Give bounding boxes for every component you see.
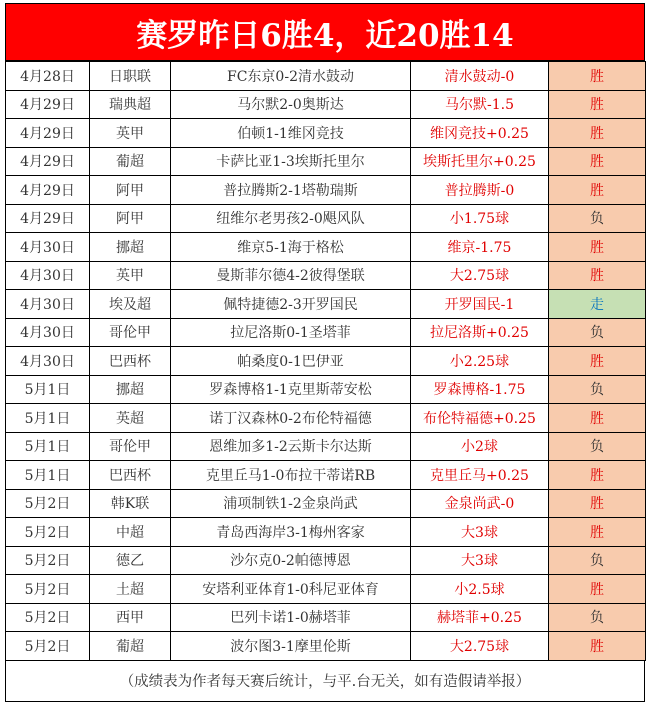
league-cell: 韩K联	[90, 489, 171, 518]
tip-cell: 维冈竞技+0.25	[411, 119, 549, 148]
table-row	[6, 404, 646, 433]
league-cell: 阿甲	[90, 176, 171, 205]
result-cell: 负	[549, 432, 646, 461]
date-cell: 4月29日	[6, 119, 90, 148]
match-cell: 纽维尔老男孩2-0飓风队	[171, 204, 411, 233]
result-cell: 胜	[549, 176, 646, 205]
league-cell: 葡超	[90, 147, 171, 176]
tip-cell: 小2.25球	[411, 347, 549, 376]
result-cell: 胜	[549, 575, 646, 604]
match-cell: 浦项制铁1-2金泉尚武	[171, 489, 411, 518]
result-cell: 负	[549, 375, 646, 404]
match-cell: 恩维加多1-2云斯卡尔达斯	[171, 432, 411, 461]
tip-cell: 马尔默-1.5	[411, 90, 549, 119]
league-cell: 埃及超	[90, 290, 171, 319]
date-cell: 5月2日	[6, 546, 90, 575]
tip-cell: 小2.5球	[411, 575, 549, 604]
tip-cell: 赫塔菲+0.25	[411, 603, 549, 632]
page-title: 赛罗昨日6胜4，近20胜14	[5, 3, 645, 61]
table-row	[6, 290, 646, 319]
result-cell: 负	[549, 603, 646, 632]
league-cell: 英甲	[90, 119, 171, 148]
result-cell: 胜	[549, 632, 646, 661]
result-cell: 胜	[549, 518, 646, 547]
result-cell: 胜	[549, 119, 646, 148]
date-cell: 4月29日	[6, 204, 90, 233]
league-cell: 哥伦甲	[90, 432, 171, 461]
league-cell: 巴西杯	[90, 347, 171, 376]
tip-cell: 大3球	[411, 546, 549, 575]
match-cell: 曼斯菲尔德4-2彼得堡联	[171, 261, 411, 290]
match-cell: 卡萨比亚1-3埃斯托里尔	[171, 147, 411, 176]
match-cell: 伯顿1-1维冈竞技	[171, 119, 411, 148]
tip-cell: 大3球	[411, 518, 549, 547]
league-cell: 中超	[90, 518, 171, 547]
league-cell: 巴西杯	[90, 461, 171, 490]
match-cell: 马尔默2-0奥斯达	[171, 90, 411, 119]
tip-cell: 小1.75球	[411, 204, 549, 233]
date-cell: 5月2日	[6, 575, 90, 604]
result-cell: 胜	[549, 489, 646, 518]
date-cell: 4月28日	[6, 62, 90, 91]
league-cell: 日职联	[90, 62, 171, 91]
match-cell: 普拉腾斯2-1塔勒瑞斯	[171, 176, 411, 205]
league-cell: 英甲	[90, 261, 171, 290]
league-cell: 挪超	[90, 233, 171, 262]
date-cell: 4月29日	[6, 90, 90, 119]
table-row	[6, 632, 646, 661]
league-cell: 土超	[90, 575, 171, 604]
date-cell: 5月2日	[6, 489, 90, 518]
league-cell: 英超	[90, 404, 171, 433]
tip-cell: 大2.75球	[411, 261, 549, 290]
date-cell: 5月1日	[6, 375, 90, 404]
result-cell: 胜	[549, 90, 646, 119]
result-cell: 胜	[549, 233, 646, 262]
tip-cell: 普拉腾斯-0	[411, 176, 549, 205]
match-cell: 拉尼洛斯0-1圣塔菲	[171, 318, 411, 347]
result-cell: 胜	[549, 62, 646, 91]
result-cell: 胜	[549, 261, 646, 290]
date-cell: 5月1日	[6, 432, 90, 461]
date-cell: 4月30日	[6, 233, 90, 262]
table-row	[6, 575, 646, 604]
result-cell: 胜	[549, 461, 646, 490]
table-row	[6, 233, 646, 262]
table-row	[6, 603, 646, 632]
tip-cell: 埃斯托里尔+0.25	[411, 147, 549, 176]
table-row	[6, 261, 646, 290]
table-row	[6, 90, 646, 119]
table-row	[6, 147, 646, 176]
league-cell: 葡超	[90, 632, 171, 661]
table-row	[6, 347, 646, 376]
result-cell: 负	[549, 204, 646, 233]
date-cell: 4月30日	[6, 347, 90, 376]
tip-cell: 小2球	[411, 432, 549, 461]
date-cell: 5月2日	[6, 603, 90, 632]
date-cell: 4月30日	[6, 261, 90, 290]
date-cell: 5月1日	[6, 404, 90, 433]
match-cell: 帕桑度0-1巴伊亚	[171, 347, 411, 376]
match-cell: 罗森博格1-1克里斯蒂安松	[171, 375, 411, 404]
match-cell: 青岛西海岸3-1梅州客家	[171, 518, 411, 547]
date-cell: 5月1日	[6, 461, 90, 490]
table-row	[6, 432, 646, 461]
tip-cell: 开罗国民-1	[411, 290, 549, 319]
footer-note: （成绩表为作者每天赛后统计，与平.台无关，如有造假请举报）	[5, 661, 645, 702]
match-cell: 波尔图3-1摩里伦斯	[171, 632, 411, 661]
table-row	[6, 461, 646, 490]
table-row	[6, 119, 646, 148]
match-cell: 安塔利亚体育1-0科尼亚体育	[171, 575, 411, 604]
result-cell: 胜	[549, 404, 646, 433]
match-cell: 佩特捷德2-3开罗国民	[171, 290, 411, 319]
table-row	[6, 204, 646, 233]
tip-cell: 布伦特福德+0.25	[411, 404, 549, 433]
table-row	[6, 318, 646, 347]
date-cell: 4月29日	[6, 147, 90, 176]
tip-cell: 清水鼓动-0	[411, 62, 549, 91]
tip-cell: 金泉尚武-0	[411, 489, 549, 518]
table-row	[6, 489, 646, 518]
tip-cell: 拉尼洛斯+0.25	[411, 318, 549, 347]
tip-cell: 克里丘马+0.25	[411, 461, 549, 490]
result-cell: 负	[549, 546, 646, 575]
match-cell: 维京5-1海于格松	[171, 233, 411, 262]
match-cell: 诺丁汉森林0-2布伦特福德	[171, 404, 411, 433]
result-cell: 胜	[549, 347, 646, 376]
league-cell: 哥伦甲	[90, 318, 171, 347]
league-cell: 瑞典超	[90, 90, 171, 119]
match-cell: 巴列卡诺1-0赫塔菲	[171, 603, 411, 632]
date-cell: 4月30日	[6, 318, 90, 347]
table-row	[6, 375, 646, 404]
table-row	[6, 62, 646, 91]
date-cell: 4月29日	[6, 176, 90, 205]
tip-cell: 罗森博格-1.75	[411, 375, 549, 404]
match-cell: 克里丘马1-0布拉干蒂诺RB	[171, 461, 411, 490]
date-cell: 4月30日	[6, 290, 90, 319]
result-cell: 负	[549, 318, 646, 347]
table-row	[6, 546, 646, 575]
date-cell: 5月2日	[6, 518, 90, 547]
tip-cell: 大2.75球	[411, 632, 549, 661]
match-cell: FC东京0-2清水鼓动	[171, 62, 411, 91]
results-sheet	[5, 3, 645, 702]
league-cell: 阿甲	[90, 204, 171, 233]
table-row	[6, 518, 646, 547]
result-cell: 走	[549, 290, 646, 319]
table-row	[6, 176, 646, 205]
league-cell: 西甲	[90, 603, 171, 632]
tip-cell: 维京-1.75	[411, 233, 549, 262]
match-cell: 沙尔克0-2帕德博恩	[171, 546, 411, 575]
league-cell: 挪超	[90, 375, 171, 404]
date-cell: 5月2日	[6, 632, 90, 661]
result-cell: 胜	[549, 147, 646, 176]
results-table	[5, 61, 646, 661]
league-cell: 德乙	[90, 546, 171, 575]
